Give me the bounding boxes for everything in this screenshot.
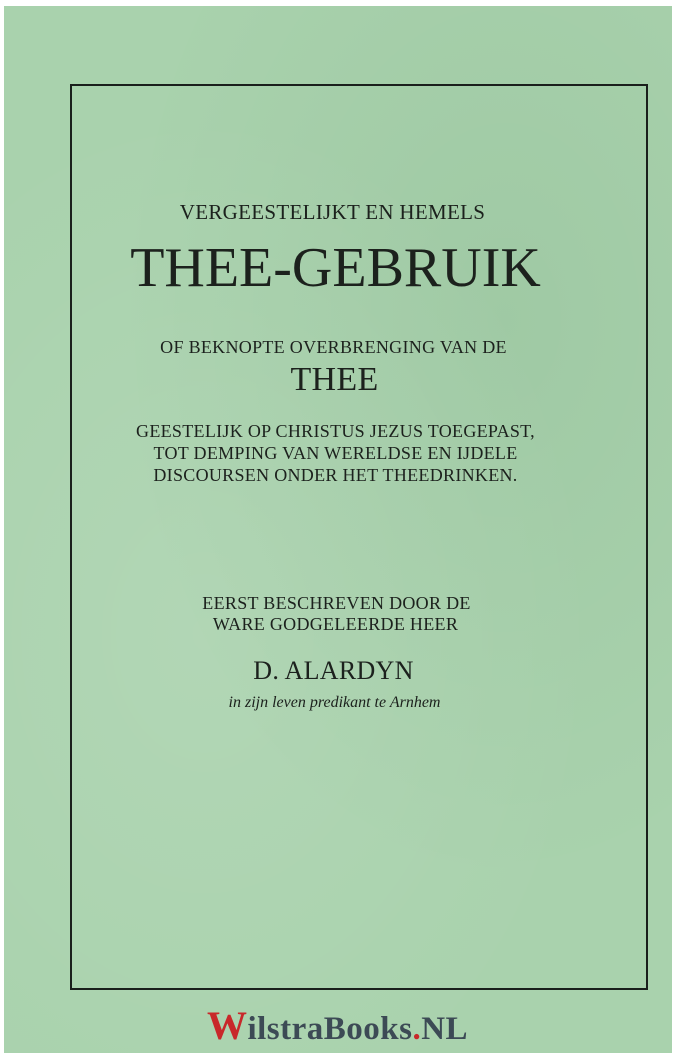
book-title: THEE-GEBRUIK xyxy=(130,237,541,299)
watermark-initial: W xyxy=(206,1003,248,1048)
author-name: D. ALARDYN xyxy=(253,656,414,685)
first-written-line-1: EERST BESCHREVEN DOOR DE xyxy=(202,593,471,613)
wilstrabooks-watermark xyxy=(0,1002,675,1049)
watermark-dot: . xyxy=(412,1011,422,1047)
watermark-suffix: NL xyxy=(421,1011,469,1047)
description-line-1: GEESTELIJK OP CHRISTUS JEZUS TOEGEPAST, xyxy=(136,421,535,441)
watermark-middle: ilstraBooks xyxy=(247,1011,413,1047)
description-line-2: TOT DEMPING VAN WERELDSE EN IJDELE xyxy=(153,443,518,463)
subtitle-mid: OF BEKNOPTE OVERBRENGING VAN DE xyxy=(160,337,507,357)
book-cover xyxy=(4,6,672,1053)
subtitle-thee: THEE xyxy=(290,361,379,398)
author-note: in zijn leven predikant te Arnhem xyxy=(228,694,441,711)
first-written-line-2: WARE GODGELEERDE HEER xyxy=(212,614,459,634)
subtitle-top: VERGEESTELIJKT EN HEMELS xyxy=(179,200,486,224)
description-line-3: DISCOURSEN ONDER HET THEEDRINKEN. xyxy=(153,465,518,485)
